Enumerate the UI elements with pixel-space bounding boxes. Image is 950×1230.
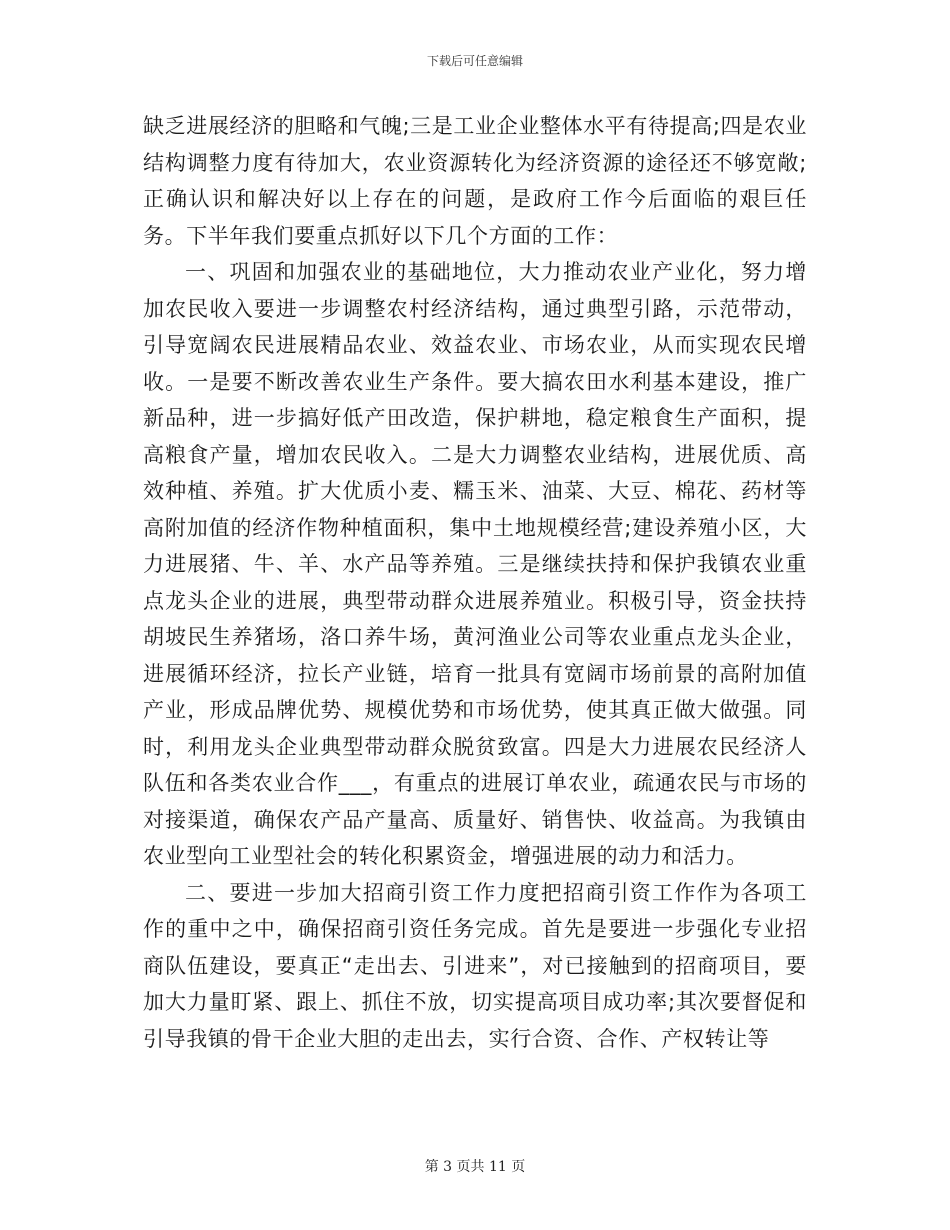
- page-header-note: 下载后可任意编辑: [426, 54, 523, 68]
- paragraph-agriculture: 一、巩固和加强农业的基础地位，大力推动农业产业化，努力增加农民收入要进一步调整农村经济结构，通过典型引路，示范带动，引导宽阔农民进展精品农业、效益农业、市场农业，从而实现农民增收。一是要不断改善农业生产条件。要大搞农田水利基本建设，推广新品种，进一步搞好低产田改造，保护耕地，稳定粮食生产面积，提高粮食产量，增加农民收入。二是大力调整农业结构，进展优质、高效种植、养殖。扩大优质小麦、糯玉米、油菜、大豆、棉花、药材等高附加值的经济作物种植面积，集中土地规模经营;建设养殖小区，大力进展猪、牛、羊、水产品等养殖。三是继续扶持和保护我镇农业重点龙头企业的进展，典型带动群众进展养殖业。积极引导，资金扶持胡坡民生养猪场，洛口养牛场，黄河渔业公司等农业重点龙头企业，进展循环经济，拉长产业链，培育一批具有宽阔市场前景的高附加值产业，形成品牌优势、规模优势和市场优势，使其真正做大做强。同时，利用龙头企业典型带动群众脱贫致富。四是大力进展农民经济人队伍和各类农业合作___，有重点的进展订单农业，疏通农民与市场的对接渠道，确保农产品产量高、质量好、销售快、收益高。为我镇由农业型向工业型社会的转化积累资金，增强进展的动力和活力。: [143, 260, 807, 868]
- page-number-footer: 第 3 页共 11 页: [424, 1159, 526, 1175]
- document-body: [143, 108, 807, 1057]
- paragraph-investment: 二、要进一步加大招商引资工作力度把招商引资工作作为各项工作的重中之中，确保招商引资任务完成。首先是要进一步强化专业招商队伍建设，要真正“走出去、引进来”，对已接触到的招商项目，要加大力量盯紧、跟上、抓住不放，切实提高项目成功率;其次要督促和引导我镇的骨干企业大胆的走出去，实行合资、合作、产权转让等: [143, 880, 807, 1051]
- paragraph-continuation: 缺乏进展经济的胆略和气魄;三是工业企业整体水平有待提高;四是农业结构调整力度有待加大，农业资源转化为经济资源的途径还不够宽敞;正确认识和解决好以上存在的问题，是政府工作今后面临的艰巨任务。下半年我们要重点抓好以下几个方面的工作：: [143, 114, 807, 248]
